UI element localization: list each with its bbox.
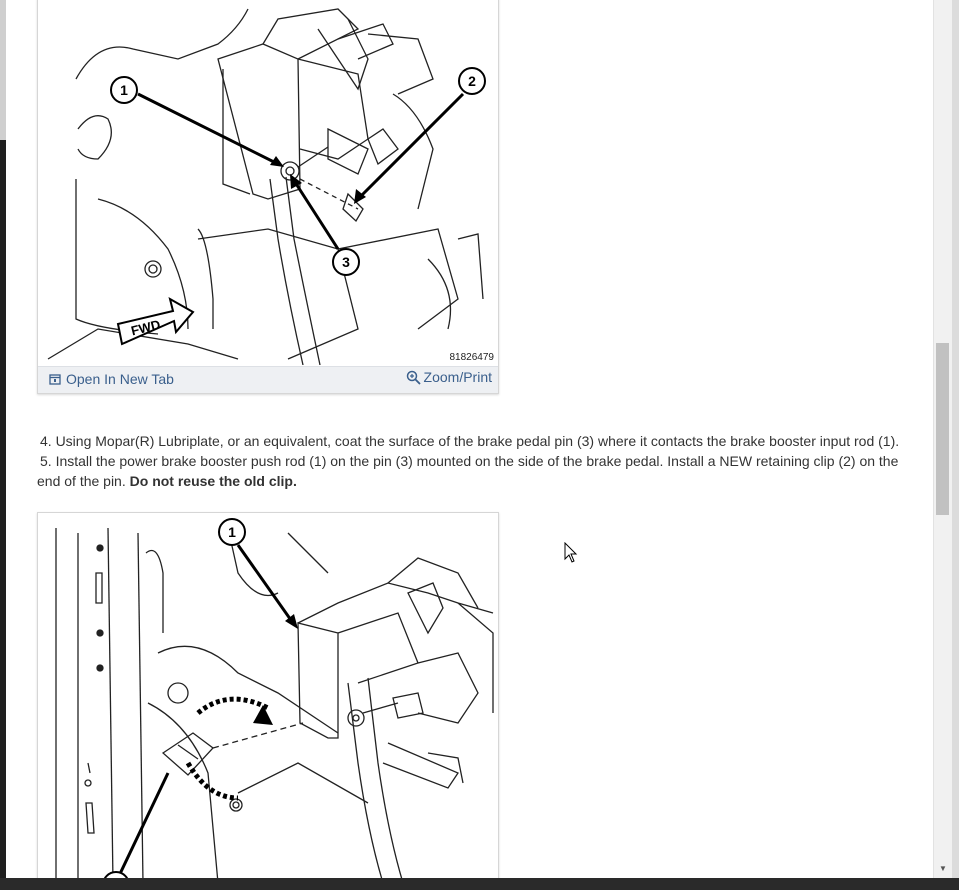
mouse-pointer-icon [564, 542, 578, 564]
svg-text:2: 2 [468, 73, 476, 89]
scroll-down-arrow-icon[interactable]: ▼ [939, 864, 947, 873]
figure-card-1 [37, 0, 499, 394]
figure-card-2 [37, 512, 499, 884]
open-in-new-tab-label: Open In New Tab [66, 371, 174, 387]
step-5-text-continued [37, 471, 917, 491]
brake-pedal-illustration-1 [38, 0, 498, 365]
step-5-plain: end of the pin. [37, 473, 130, 489]
svg-text:FWD: FWD [129, 316, 162, 339]
brake-pedal-illustration-2 [38, 513, 498, 883]
window-edge-left [0, 0, 6, 890]
callout-1 [219, 519, 298, 629]
magnifier-plus-icon [406, 370, 421, 385]
callout-3 [290, 174, 359, 275]
step-5-text: 5. Install the power brake booster push rod (1) on the pin (3) mounted on the side of the brake pedal. Install a NEW retaining clip (2) on the [40, 453, 899, 469]
svg-text:1: 1 [120, 82, 128, 98]
fwd-arrow-icon [118, 299, 193, 344]
figure-number: 81826479 [449, 352, 494, 363]
window-edge-right [952, 0, 959, 890]
step-5-warning: Do not reuse the old clip. [129, 473, 297, 489]
step-4-text: 4. Using Mopar(R) Lubriplate, or an equivalent, coat the surface of the brake pedal pin (3) where it contacts the brake booster input rod (1). [40, 433, 900, 449]
svg-text:1: 1 [228, 524, 236, 540]
zoom-print-link[interactable] [406, 369, 492, 385]
open-in-new-tab-link[interactable] [49, 371, 174, 387]
figure-toolbar [38, 366, 498, 393]
zoom-print-label: Zoom/Print [423, 369, 492, 385]
svg-text:3: 3 [342, 254, 350, 270]
scrollbar-thumb[interactable] [936, 343, 949, 515]
open-in-new-tab-icon [49, 373, 61, 385]
window-edge-bottom [0, 878, 959, 890]
callout-1 [111, 77, 284, 167]
